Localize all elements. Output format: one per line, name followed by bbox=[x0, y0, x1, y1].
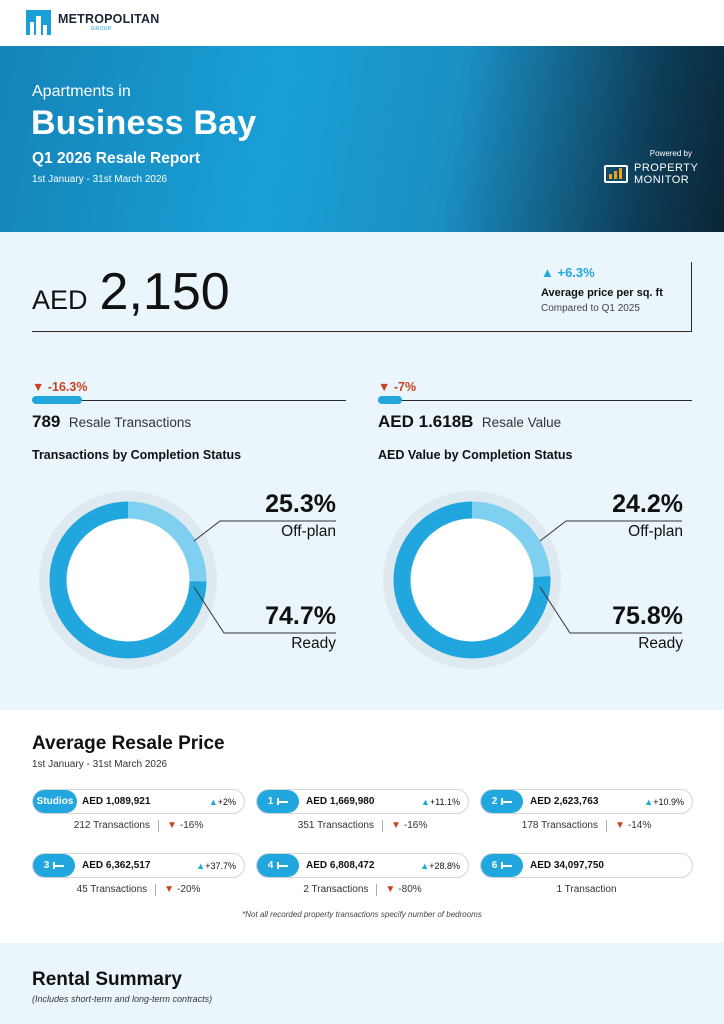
bed-icon bbox=[277, 862, 288, 869]
unit-badge: 3 bbox=[33, 854, 75, 877]
ready-pct: 75.8% bbox=[612, 602, 683, 630]
partner-line1: PROPERTY bbox=[634, 162, 699, 174]
transactions-label: Resale Transactions bbox=[68, 415, 192, 430]
metropolitan-logo[interactable] bbox=[26, 10, 159, 35]
divider bbox=[378, 400, 692, 401]
unit-price: AED 34,097,750 bbox=[530, 860, 604, 871]
triangle-up-icon: ▲ bbox=[420, 796, 430, 807]
unit-sub: 351 Transactions ▼ -16% bbox=[297, 820, 428, 831]
triangle-down-icon: ▼ bbox=[166, 820, 177, 831]
unit-price: AED 2,623,763 bbox=[530, 796, 599, 807]
triangle-down-icon: ▼ bbox=[385, 884, 396, 895]
triangle-up-icon: ▲ bbox=[196, 860, 206, 871]
triangle-down-icon: ▼ bbox=[390, 820, 401, 831]
progress-pill bbox=[32, 396, 82, 404]
unit-badge: 6 bbox=[481, 854, 523, 877]
unit-card-3bed[interactable] bbox=[32, 853, 245, 896]
transactions-count: 789 bbox=[32, 412, 61, 431]
bed-icon bbox=[501, 862, 512, 869]
unit-change: ▲+2% bbox=[208, 796, 236, 807]
unit-price: AED 1,089,921 bbox=[82, 796, 151, 807]
bed-icon bbox=[53, 862, 64, 869]
transactions-chart-title: Transactions by Completion Status bbox=[32, 448, 242, 462]
brand-name: METROPOLITAN bbox=[58, 12, 160, 27]
unit-change: ▲+28.8% bbox=[420, 860, 460, 871]
unit-badge: Studios bbox=[33, 790, 77, 813]
price-value: 2,150 bbox=[99, 263, 230, 321]
unit-badge: 1 bbox=[257, 790, 299, 813]
offplan-pct: 24.2% bbox=[612, 490, 683, 518]
rental-title: Rental Summary bbox=[32, 969, 182, 990]
price-currency: AED bbox=[32, 285, 88, 315]
unit-sub: 45 Transactions ▼ -20% bbox=[76, 884, 201, 895]
unit-card-4bed[interactable] bbox=[256, 853, 469, 896]
ready-label: Ready bbox=[638, 635, 683, 652]
ready-label: Ready bbox=[291, 635, 336, 652]
triangle-up-icon: ▲ bbox=[644, 796, 654, 807]
transactions-change: ▼ -16.3% bbox=[32, 380, 88, 394]
offplan-label: Off-plan bbox=[628, 523, 683, 540]
unit-badge: 4 bbox=[257, 854, 299, 877]
hero-banner bbox=[0, 46, 724, 232]
triangle-down-icon: ▼ bbox=[378, 380, 394, 394]
top-bar bbox=[0, 0, 724, 46]
unit-sub: 2 Transactions ▼ -80% bbox=[303, 884, 422, 895]
value-amount: AED 1.618B bbox=[378, 412, 474, 431]
divider bbox=[691, 262, 692, 332]
triangle-down-icon: ▼ bbox=[32, 380, 48, 394]
ready-pct: 74.7% bbox=[265, 602, 336, 630]
triangle-down-icon: ▼ bbox=[614, 820, 625, 831]
avg-resale-dates: 1st January - 31st March 2026 bbox=[32, 759, 168, 770]
ppsf-change: ▲ +6.3% bbox=[541, 265, 595, 280]
triangle-up-icon: ▲ bbox=[420, 860, 430, 871]
unit-price: AED 6,808,472 bbox=[306, 860, 375, 871]
hero-title: Business Bay bbox=[31, 104, 257, 142]
triangle-down-icon: ▼ bbox=[164, 884, 175, 895]
ppsf-compare: Compared to Q1 2025 bbox=[541, 303, 640, 314]
value-label: Resale Value bbox=[481, 415, 562, 430]
unit-sub: 178 Transactions ▼ -14% bbox=[521, 820, 652, 831]
brand-sub: GROUP bbox=[91, 25, 112, 32]
partner-line2: MONITOR bbox=[634, 174, 690, 186]
ppsf-label: Average price per sq. ft bbox=[541, 287, 663, 299]
unit-sub: 1 Transaction bbox=[556, 884, 617, 895]
avg-resale-title: Average Resale Price bbox=[32, 733, 225, 754]
hero-pre-title: Apartments in bbox=[32, 83, 131, 100]
unit-badge: 2 bbox=[481, 790, 523, 813]
unit-card-6bed[interactable] bbox=[480, 853, 693, 895]
unit-card-1bed[interactable] bbox=[256, 789, 469, 832]
property-monitor-logo[interactable] bbox=[604, 162, 698, 186]
donut-hole bbox=[410, 518, 534, 642]
monitor-chart-icon bbox=[604, 165, 628, 183]
footnote: *Not all recorded property transactions specify number of bedrooms bbox=[242, 910, 482, 919]
progress-pill bbox=[378, 396, 402, 404]
triangle-up-icon: ▲ bbox=[208, 796, 218, 807]
offplan-label: Off-plan bbox=[281, 523, 336, 540]
value-chart-title: AED Value by Completion Status bbox=[378, 448, 573, 462]
avg-price-block bbox=[32, 262, 230, 322]
offplan-pct: 25.3% bbox=[265, 490, 336, 518]
unit-sub: 212 Transactions ▼ -16% bbox=[73, 820, 204, 831]
unit-change: ▲+10.9% bbox=[644, 796, 684, 807]
bed-icon bbox=[501, 798, 512, 805]
unit-price: AED 6,362,517 bbox=[82, 860, 151, 871]
unit-card-2bed[interactable] bbox=[480, 789, 693, 832]
report-subtitle: Q1 2026 Resale Report bbox=[32, 150, 201, 167]
unit-card-studios[interactable] bbox=[32, 789, 245, 832]
report-dates: 1st January - 31st March 2026 bbox=[32, 174, 168, 185]
unit-change: ▲+11.1% bbox=[420, 796, 460, 807]
transactions-stat bbox=[32, 412, 191, 432]
unit-change: ▲+37.7% bbox=[196, 860, 236, 871]
building-icon bbox=[26, 10, 51, 35]
powered-by: Powered by bbox=[649, 149, 692, 158]
value-stat bbox=[378, 412, 561, 432]
bed-icon bbox=[277, 798, 288, 805]
unit-price: AED 1,669,980 bbox=[306, 796, 375, 807]
rental-subtitle: (Includes short-term and long-term contracts) bbox=[32, 994, 213, 1004]
value-change: ▼ -7% bbox=[378, 380, 417, 394]
donut-hole bbox=[66, 518, 190, 642]
triangle-up-icon: ▲ bbox=[541, 265, 558, 280]
divider bbox=[32, 331, 692, 332]
